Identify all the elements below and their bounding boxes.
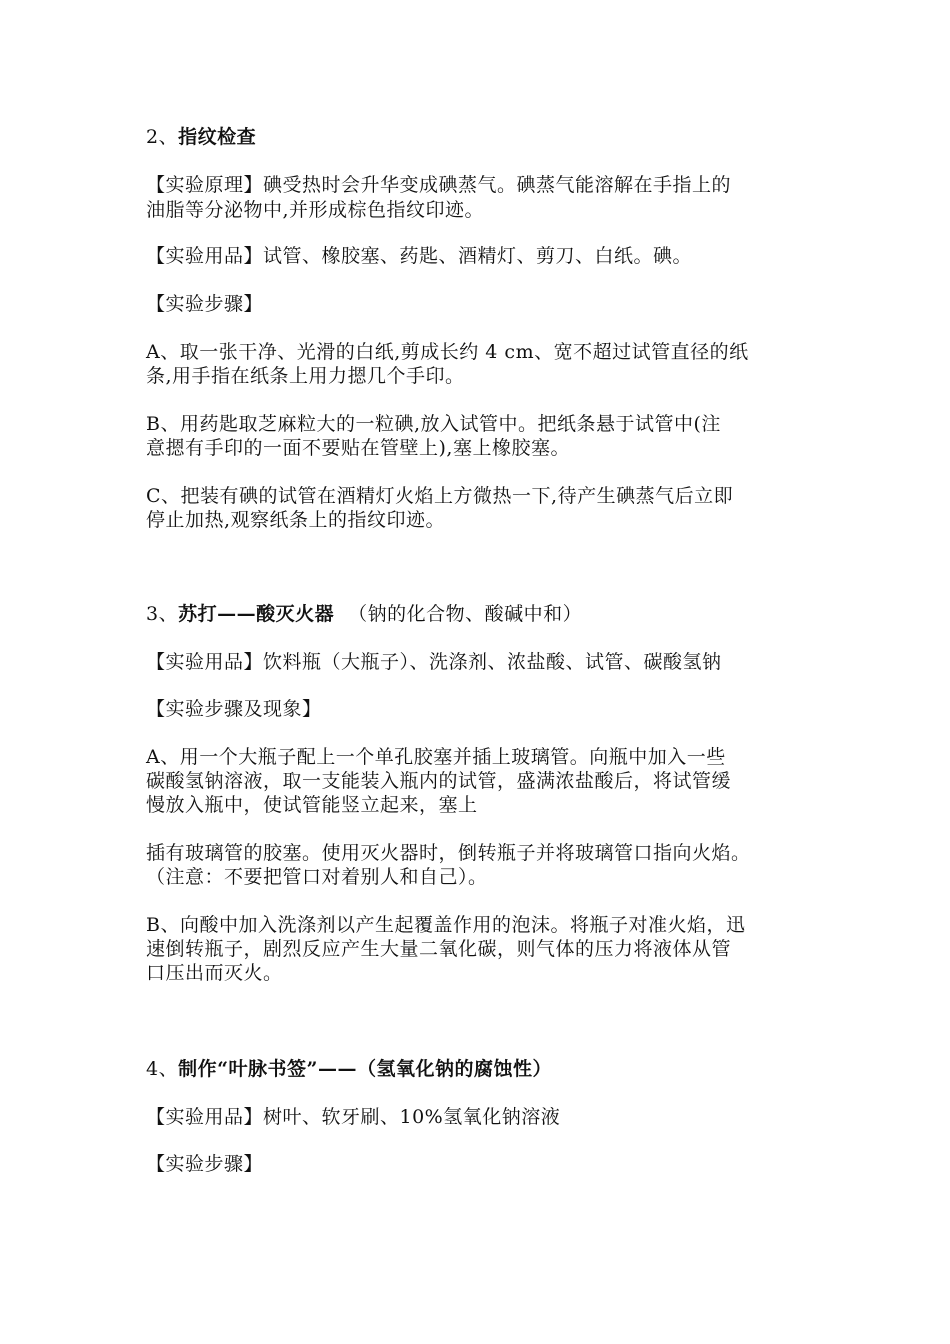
section-3-step-a-line-2: 碳酸氢钠溶液，取一支能装入瓶内的试管，盛满浓盐酸后，将试管缓 <box>146 770 732 792</box>
section-3-heading <box>146 602 582 626</box>
section-3-materials: 【实验用品】饮料瓶（大瓶子）、洗涤剂、浓盐酸、试管、碳酸氢钠 <box>146 651 722 673</box>
section-2-materials: 【实验用品】试管、橡胶塞、药匙、酒精灯、剪刀、白纸。碘。 <box>146 245 693 267</box>
section-2-step-c-line-2: 停止加热,观察纸条上的指纹印迹。 <box>146 509 446 531</box>
section-3-step-a2-line-1: 插有玻璃管的胶塞。使用灭火器时，倒转瓶子并将玻璃管口指向火焰。 <box>146 842 751 864</box>
section-2-heading <box>146 125 256 149</box>
section-4-title: 制作“叶脉书签”——（氢氧化钠的腐蚀性） <box>178 1058 552 1080</box>
section-4-materials: 【实验用品】树叶、软牙刷、10%氢氧化钠溶液 <box>146 1106 561 1128</box>
section-2-steps-label: 【实验步骤】 <box>146 293 264 315</box>
section-2-title: 指纹检查 <box>178 126 257 148</box>
section-4-heading <box>146 1057 552 1081</box>
section-2-principle-line-2: 油脂等分泌物中,并形成棕色指纹印迹。 <box>146 199 485 221</box>
section-2-step-b-line-2: 意摁有手印的一面不要贴在管壁上),塞上橡胶塞。 <box>146 437 570 459</box>
section-2-number: 2、 <box>146 126 179 148</box>
section-2-step-a-line-2: 条,用手指在纸条上用力摁几个手印。 <box>146 365 465 387</box>
section-3-note: （钠的化合物、酸碱中和） <box>348 603 583 625</box>
section-4-number: 4、 <box>146 1058 179 1080</box>
section-3-step-b-line-1: B、向酸中加入洗涤剂以产生起覆盖作用的泡沫。将瓶子对准火焰，迅 <box>146 914 746 936</box>
section-2-step-c-line-1: C、把装有碘的试管在酒精灯火焰上方微热一下,待产生碘蒸气后立即 <box>146 485 734 507</box>
section-3-step-b-line-2: 速倒转瓶子，剧烈反应产生大量二氧化碳，则气体的压力将液体从管 <box>146 938 732 960</box>
section-3-step-a-line-1: A、用一个大瓶子配上一个单孔胶塞并插上玻璃管。向瓶中加入一些 <box>146 746 726 768</box>
section-3-step-a2-line-2: （注意：不要把管口对着别人和自己）。 <box>146 866 488 888</box>
section-3-number: 3、 <box>146 603 179 625</box>
section-3-step-a-line-3: 慢放入瓶中，使试管能竖立起来，塞上 <box>146 794 478 816</box>
section-2-step-a-line-1: A、取一张干净、光滑的白纸,剪成长约 4 cm、宽不超过试管直径的纸 <box>146 341 749 363</box>
section-3-title: 苏打——酸灭火器 <box>178 603 335 625</box>
section-4-steps-label: 【实验步骤】 <box>146 1153 264 1175</box>
section-3-steps-label: 【实验步骤及现象】 <box>146 698 322 720</box>
section-3-step-b-line-3: 口压出而灭火。 <box>146 962 283 984</box>
section-2-principle-line-1: 【实验原理】碘受热时会升华变成碘蒸气。碘蒸气能溶解在手指上的 <box>146 174 732 196</box>
section-2-step-b-line-1: B、用药匙取芝麻粒大的一粒碘,放入试管中。把纸条悬于试管中(注 <box>146 413 721 435</box>
